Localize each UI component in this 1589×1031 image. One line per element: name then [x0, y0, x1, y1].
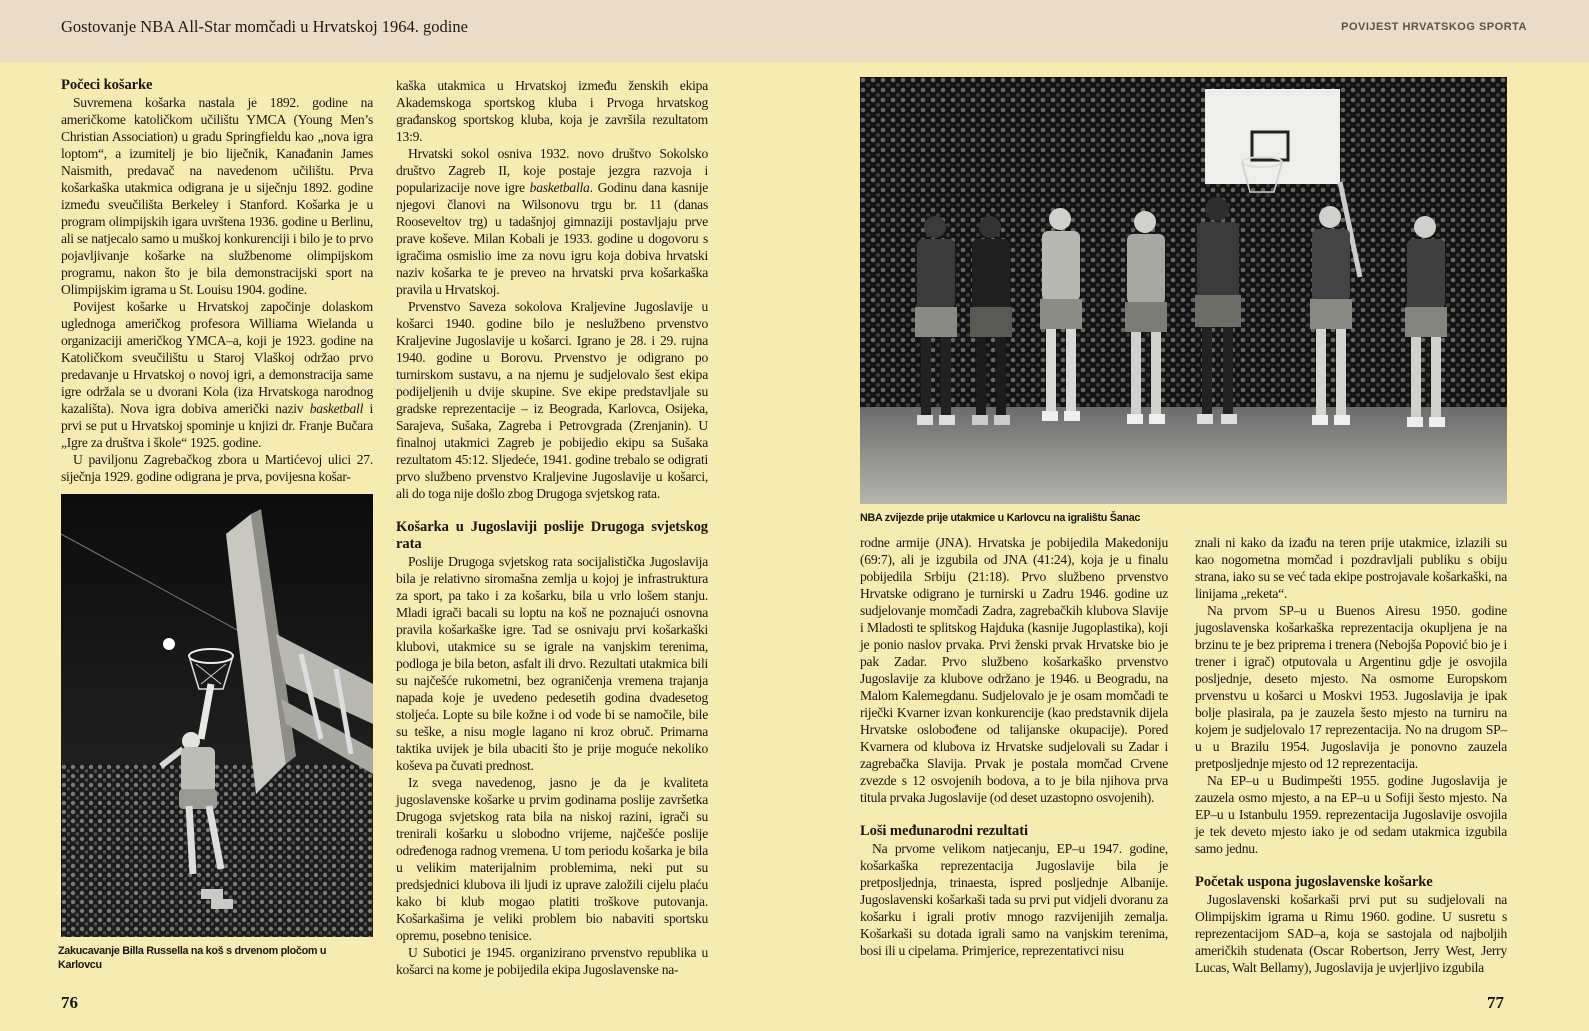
paragraph: Povijest košarke u Hrvatskoj započinje dolaskom uglednoga američkog profesora Williama Wielanda u organizaciji američkog YMCA–a, koji je 1923. godine na Katoličkom sveučilištu u Staroj Vlaškoj održao prvo predavanje u Hrvatskoj o novoj igri, a demonstracija same igre održala se u dvorani Kola (iza Hrvatskoga narodnog kazališta). Nova igra dobiva američki naziv basketball i prvi se put u Hrvatskoj spominje u knjizi dr. Franje Bučara „Igre za društva i škole“ 1925. godine. [61, 299, 373, 450]
photo-caption: Zakucavanje Billa Russella na koš s drvenom pločom u Karlovcu [58, 945, 327, 971]
header-title: Gostovanje NBA All-Star momčadi u Hrvatskoj 1964. godine [61, 17, 468, 36]
paragraph: Na prvome velikom natjecanju, EP–u 1947. godine, košarkaška reprezentacija Jugoslavije bila je pretposljednja, trinaesta, ispred posljednje Albanije. Jugoslavenski košarkaši tada su prvi put vidjeli dvoranu za košarku i igrali protiv mnogo razvijenijih zemalja. Košarkaši su dotada igrali samo na vanjskim terenima, bosi ili u cipelama. Primjerice, reprezentativci nisu [860, 841, 1168, 958]
paragraph: Prvenstvo Saveza sokolova Kraljevine Jugoslavije u košarci 1940. godine bilo je neslužbeno prvenstvo Kraljevine Jugoslavije u košarci. Igrano je 28. i 29. rujna 1940. godine u Borovu. Prvenstvo je odigrano po turnirskom sustavu, a na njemu je sudjelovalo šest ekipa podijeljenih u dvije skupine. Sve ekipe predstavljale su gradske reprezentacije – iz Beograda, Karlovca, Osijeka, Sarajeva, Sušaka, Zagreba i Petrovgrada (Zrenjanin). U finalnoj utakmici Zagreb je pobijedio ekipu sa Sušaka rezultatom 45:12. Sljedeće, 1941. godine trebalo se odigrati prvo službeno prvenstvo Kraljevine Jugoslavije u košarci, ali do toga nije došlo zbog Drugoga svjetskog rata. [396, 299, 708, 501]
section-heading: Počeci košarke [61, 77, 153, 93]
page-number-left: 76 [61, 993, 78, 1012]
column-4 [1195, 534, 1507, 976]
header-series: POVIJEST HRVATSKOG SPORTA [1341, 21, 1527, 33]
column-1 [61, 77, 373, 485]
photo-caption: NBA zvijezde prije utakmice u Karlovcu na igralištu Šanac [860, 512, 1141, 524]
paragraph: Na EP–u u Budimpešti 1955. godine Jugoslavija je zauzela osmo mjesto, a na EP–u u Sofiji šesto mjesto. Na EP–u u Istanbulu 1959. reprezentacija Jugoslavije osvojila je tek deveto mjesto iako je od sedam utakmica izgubila samo jednu. [1195, 773, 1507, 856]
paragraph: kaška utakmica u Hrvatskoj između ženskih ekipa Akademskoga sportskog kluba i Prvoga hrvatskog građanskog sportskog kluba, koja je završila rezultatom 13:9. [396, 78, 708, 144]
running-header [0, 0, 1589, 62]
paragraph: Hrvatski sokol osniva 1932. novo društvo Sokolsko društvo Zagreb II, koje postaje jezgra razvoja i popularizacije nove igre basketballa. Godinu dana kasnije njegovi članovi na Wilsonovu trgu br. 11 (danas Rooseveltov trg) u tadašnjoj gimnaziji postavljaju prve prave koševe. Milan Kobali je 1933. godine u dogovoru s igračima osmislio ime za novu igru koja dobiva hrvatski naziv košarka te je preveo na hrvatski prva košarkaška pravila u Hrvatskoj. [396, 146, 709, 297]
photo-nba-lineup [860, 77, 1507, 504]
photo-dunk [61, 494, 373, 937]
paragraph: Na prvom SP–u u Buenos Airesu 1950. godine jugoslavenska košarkaška reprezentacija okupljena je na brzinu te je bez priprema i trenera (Nebojša Popović bio je i trener i igrač) otputovala u Argentinu gdje je osvojila posljednje, deseto mjesto. Na osmome Europskom prvenstvu u košarci u Moskvi 1953. Jugoslavija je ipak bolje plasirala, pa je zauzela šesto mjesto na turniru na kojem je sudjelovalo 17 reprezentacija. No na drugom SP–u u Brazilu 1954. Jugoslavija je ponovno zauzela pretposljednje mjesto od 12 reprezentacija. [1195, 603, 1507, 771]
section-heading: Početak uspona jugoslavenske košarke [1195, 874, 1433, 890]
column-2 [396, 77, 708, 978]
paragraph: znali ni kako da izađu na teren prije utakmice, izlazili su kao nogometna momčad i pozdravljali publiku s obiju strana, iako su se već tada ekipe postrojavale košarkaški, na linijama „reketa“. [1195, 535, 1507, 601]
paragraph: U Subotici je 1945. organizirano prvenstvo republika u košarci na kome je pobijedila ekipa Jugoslavenske na- [396, 945, 708, 977]
section-heading: Loši međunarodni rezultati [860, 823, 1028, 839]
paragraph: Jugoslavenski košarkaši prvi put su sudjelovali na Olimpijskim igrama u Rimu 1960. godine. U susretu s reprezentacijom SAD–a, koja se sastojala od najboljih američkih studenata (Oscar Robertson, Jerry West, Jerry Lucas, Walt Bellamy), Jugoslavija je uvjerljivo izgubila [1195, 892, 1507, 975]
page-number-right: 77 [1487, 993, 1504, 1012]
paragraph: Suvremena košarka nastala je 1892. godine na američkome katoličkom učilištu YMCA (Young Men’s Christian Association) u gradu Springfieldu kao „nova igra loptom“, a izumitelj je bio liječnik, Kanađanin James Naismith, predavač na navedenom učilištu. Prva košarkaška utakmica odigrana je u siječnju 1892. godine između sveučilišta Berkeley i Stanford. Košarka je u program olimpijskih igara uvrštena 1936. godine u Berlinu, ali se natjecalo samo u muškoj konkurenciji i bilo je to prvo pojavljivanje košarke na službenome olimpijskom programu, nakon što je bila demonstracijski sport na Olimpijskim igrama u St. Louisu 1904. godine. [61, 95, 373, 297]
section-heading: Košarka u Jugoslaviji poslije Drugoga svjetskog rata [396, 519, 708, 552]
paragraph: Poslije Drugoga svjetskog rata socijalistička Jugoslavija bila je relativno siromašna zemlja u kojoj je infrastruktura za sport, pa tako i za košarku, bila u vrlo lošem stanju. Mladi igrači bacali su loptu na koš ne poznajući osnovna pravila košarkaške igre. Tad se osnivaju prvi košarkaški klubovi, utakmice su se igrale na vanjskim terenima, podloga je bila beton, asfalt ili drvo. Rezultati utakmica bili su najčešće rukometni, bez ograničenja vremena trajanja napada koje je uvedeno pedesetih godina dvadesetog stoljeća. Lopte su bile kožne i od vode bi se namočile, bile su teške, a nisu mogle lagano ni kroz obruč. Primarna taktika uvijek je bila ubaciti što je prije moguće nekoliko koševa pa čuvati prednost. [396, 554, 708, 773]
paragraph: U paviljonu Zagrebačkog zbora u Martićevoj ulici 27. siječnja 1929. godine odigrana je prva, povijesna košar- [61, 452, 373, 484]
column-3 [860, 534, 1168, 959]
paragraph: Iz svega navedenog, jasno je da je kvaliteta jugoslavenske košarke u prvim godinama poslije završetka Drugoga svjetskog rata bila na niskoj razini, igrači su trenirali košarku u slobodno vrijeme, najčešće poslije određenoga radnog vremena. U tom periodu košarka je bila u velikim materijalnim problemima, neki put su predsjednici klubova ili ljudi iz uprave založili cijelu plaću kako bi klub mogao platiti troškove putovanja. Košarkašima je veliki problem bio nabaviti sportsku opremu, posebno tenisice. [396, 775, 708, 943]
paragraph: rodne armije (JNA). Hrvatska je pobijedila Makedoniju (69:7), ali je izgubila od JNA (41:24), koja je u finalu pobijedila Srbiju (21:18). Prvo službeno prvenstvo Hrvatske odigrano je turnirski u Zadru 1946. godine uz sudjelovanje momčadi Zadra, zagrebačkih klubova Slavije i Mladosti te splitskog Hajduka (kasnije Jugoplastika), koji je ponio naslov prvaka. Prvi ženski prvak Hrvatske bio je pak Zadar. Prvo službeno košarkaško prvenstvo Jugoslavije za klubove održano je 1946. u Beogradu, na Malom Kalemegdanu. Sudjelovalo je je osam momčadi te riječki Kvarner izvan konkurencije (kao predstavnik dijela Hrvatske oslobođene od talijanske okupacije). Pored Kvarnera od klubova iz Hrvatske sudjelovali su Zadar i zagrebačka Slavija. Prvak je postala momčad Crvene zvezde s 12 osvojenih bodova, a to je bila njihova prva titula prvaka Jugoslavije (od deset uzastopno osvojenih). [860, 535, 1168, 805]
